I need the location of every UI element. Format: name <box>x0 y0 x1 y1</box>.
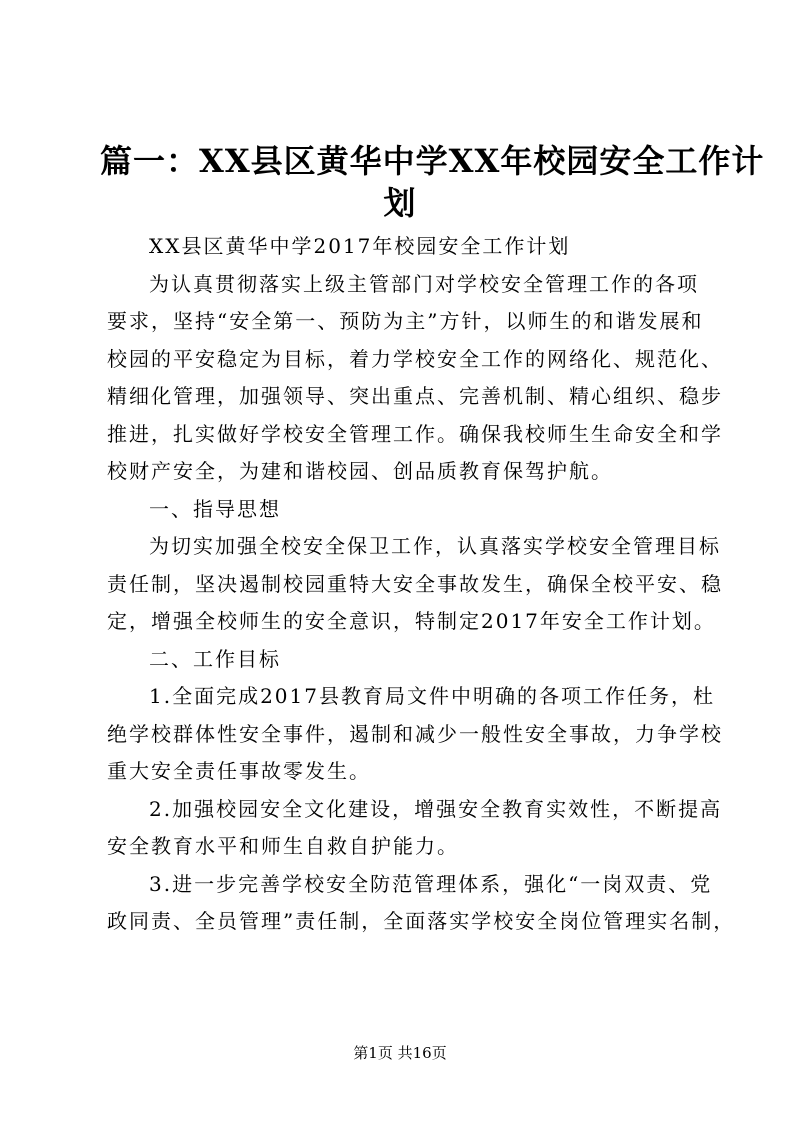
page-footer: 第1页 共16页 <box>353 1044 447 1062</box>
title-line-2: 划 <box>383 184 417 222</box>
text-line: 校园的平安稳定为目标，着力学校安全工作的网络化、规范化、 <box>107 346 723 371</box>
document-title <box>100 140 765 224</box>
text-line: 要求，坚持“安全第一、预防为主”方针，以师生的和谐发展和 <box>107 309 704 333</box>
text-line: 3.进一步完善学校安全防范管理体系，强化“一岗双责、党 <box>149 871 713 896</box>
title-line-1: 篇一：XX县区黄华中学XX年校园安全工作计 <box>100 142 765 180</box>
text-line: 绝学校群体性安全事件，遏制和减少一般性安全事故，力争学校 <box>107 721 723 746</box>
text-line: 二、工作目标 <box>149 646 281 671</box>
text-line: XX县区黄华中学2017年校园安全工作计划 <box>149 234 571 258</box>
text-line: 为认真贯彻落实上级主管部门对学校安全管理工作的各项 <box>149 271 699 296</box>
text-line: 校财产安全，为建和谐校园、创品质教育保驾护航。 <box>107 459 613 483</box>
text-line: 安全教育水平和师生自救自护能力。 <box>107 834 459 858</box>
text-line: 推进，扎实做好学校安全管理工作。确保我校师生生命安全和学 <box>107 421 723 446</box>
text-line: 重大安全责任事故零发生。 <box>107 759 371 783</box>
document-body <box>107 228 736 941</box>
text-line: 为切实加强全校安全保卫工作，认真落实学校安全管理目标 <box>149 534 721 558</box>
text-line: 定，增强全校师生的安全意识，特制定2017年安全工作计划。 <box>107 609 716 633</box>
text-line: 精细化管理，加强领导、突出重点、完善机制、精心组织、稳步 <box>107 384 723 408</box>
text-line: 责任制，坚决遏制校园重特大安全事故发生，确保全校平安、稳 <box>107 571 723 596</box>
text-line: 一、指导思想 <box>149 496 281 521</box>
text-line: 1.全面完成2017县教育局文件中明确的各项工作任务，杜 <box>149 684 715 708</box>
text-line: 政同责、全员管理”责任制，全面落实学校安全岗位管理实名制， <box>107 909 736 933</box>
text-line: 2.加强校园安全文化建设，增强安全教育实效性，不断提高 <box>149 796 723 821</box>
